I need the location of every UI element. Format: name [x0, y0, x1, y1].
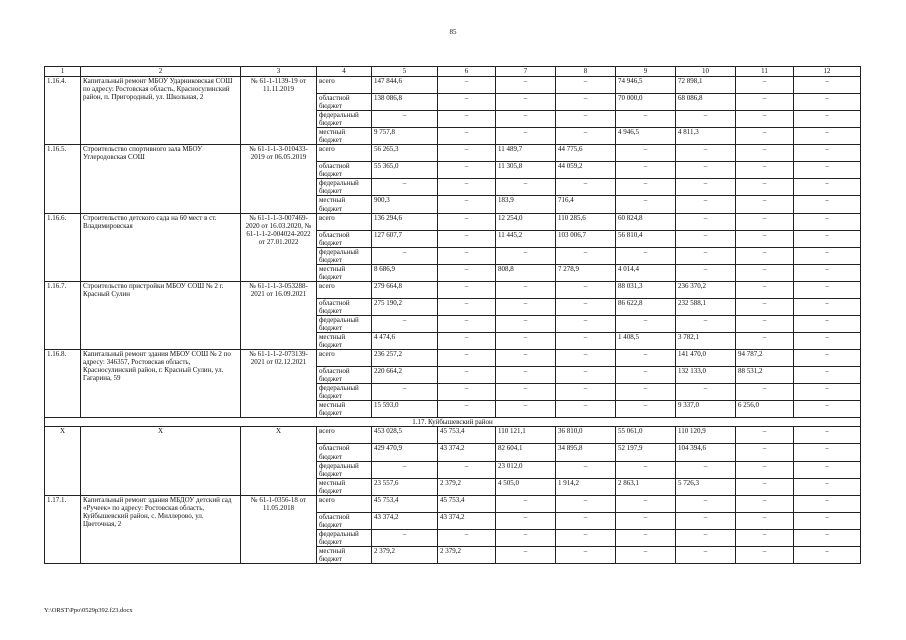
- amount-cell: 43 374,2: [438, 444, 496, 461]
- amount-cell: –: [496, 529, 556, 546]
- funding-source: местный бюджет: [317, 401, 372, 418]
- amount-cell: –: [556, 495, 616, 512]
- amount-cell: 1 914,2: [556, 478, 616, 495]
- object-name: Капитальный ремонт здания МБДОУ детский сад «Ручеек» по адресу: Ростовская область, Куйбышевский район, с. Миллерово, ул. Цветочная, 2: [81, 495, 241, 563]
- amount-cell: –: [372, 247, 438, 264]
- amount-cell: 9 337,0: [676, 401, 736, 418]
- funding-source: всего: [317, 281, 372, 298]
- amount-cell: –: [676, 247, 736, 264]
- amount-cell: –: [736, 230, 794, 247]
- amount-cell: –: [736, 77, 794, 94]
- amount-cell: 4 505,0: [496, 478, 556, 495]
- amount-cell: –: [438, 264, 496, 281]
- amount-cell: 88 531,2: [736, 367, 794, 384]
- file-path-footer: Y:\ORST\Ppo\0529p392.f23.docx: [44, 607, 133, 614]
- amount-cell: 127 607,7: [372, 230, 438, 247]
- column-number: 11: [736, 67, 794, 77]
- column-number: 6: [438, 67, 496, 77]
- amount-cell: 104 394,6: [676, 444, 736, 461]
- amount-cell: –: [794, 478, 861, 495]
- funding-source: всего: [317, 213, 372, 230]
- amount-cell: 43 374,2: [372, 512, 438, 529]
- amount-cell: –: [794, 333, 861, 350]
- amount-cell: –: [736, 111, 794, 128]
- funding-source: всего: [317, 427, 372, 444]
- funding-source: федеральный бюджет: [317, 384, 372, 401]
- expertise-number: № 61-1-1-3-010433-2019 от 06.05.2019: [241, 145, 317, 213]
- funding-source: областной бюджет: [317, 298, 372, 315]
- amount-cell: –: [794, 281, 861, 298]
- item-number: 1.17.1.: [45, 495, 81, 563]
- amount-cell: –: [556, 94, 616, 111]
- amount-cell: –: [794, 427, 861, 444]
- amount-cell: –: [736, 128, 794, 145]
- expertise-number: № 61-1-1-2-073139-2021 от 02.12.2021: [241, 350, 317, 418]
- amount-cell: –: [616, 529, 676, 546]
- funding-source: федеральный бюджет: [317, 179, 372, 196]
- amount-cell: 94 787,2: [736, 350, 794, 367]
- amount-cell: –: [676, 546, 736, 563]
- amount-cell: –: [676, 495, 736, 512]
- funding-source: всего: [317, 495, 372, 512]
- amount-cell: 900,3: [372, 196, 438, 213]
- amount-cell: 2 863,1: [616, 478, 676, 495]
- amount-cell: 11 445,2: [496, 230, 556, 247]
- item-number: 1.16.4.: [45, 77, 81, 145]
- funding-source: областной бюджет: [317, 162, 372, 179]
- expertise-number: № 61-1-1139-19 от 11.11.2019: [241, 77, 317, 145]
- amount-cell: 12 254,0: [496, 213, 556, 230]
- amount-cell: 70 000,0: [616, 94, 676, 111]
- amount-cell: 236 370,2: [676, 281, 736, 298]
- amount-cell: –: [438, 128, 496, 145]
- amount-cell: 220 664,2: [372, 367, 438, 384]
- amount-cell: 138 086,8: [372, 94, 438, 111]
- expertise-number: № 61-1-1-3-007469-2020 от 16.03.2020, № 61-1-1-2-004024-2022 от 27.01.2022: [241, 213, 317, 281]
- column-number: 10: [676, 67, 736, 77]
- amount-cell: 72 898,1: [676, 77, 736, 94]
- amount-cell: –: [616, 367, 676, 384]
- amount-cell: –: [794, 444, 861, 461]
- amount-cell: –: [794, 179, 861, 196]
- column-number: 3: [241, 67, 317, 77]
- column-number: 12: [794, 67, 861, 77]
- amount-cell: –: [372, 529, 438, 546]
- table-row: [45, 427, 861, 444]
- amount-cell: –: [496, 179, 556, 196]
- amount-cell: –: [616, 111, 676, 128]
- amount-cell: –: [496, 315, 556, 332]
- amount-cell: –: [794, 247, 861, 264]
- amount-cell: –: [794, 461, 861, 478]
- amount-cell: –: [794, 401, 861, 418]
- amount-cell: –: [496, 401, 556, 418]
- item-number: 1.16.7.: [45, 281, 81, 349]
- amount-cell: –: [676, 179, 736, 196]
- amount-cell: –: [794, 213, 861, 230]
- amount-cell: –: [556, 315, 616, 332]
- amount-cell: 52 197,9: [616, 444, 676, 461]
- amount-cell: –: [794, 315, 861, 332]
- amount-cell: –: [676, 315, 736, 332]
- amount-cell: –: [736, 179, 794, 196]
- amount-cell: –: [616, 179, 676, 196]
- amount-cell: 23 557,6: [372, 478, 438, 495]
- amount-cell: 34 895,8: [556, 444, 616, 461]
- budget-table: [44, 66, 861, 564]
- amount-cell: –: [438, 281, 496, 298]
- amount-cell: 1 408,5: [616, 333, 676, 350]
- amount-cell: –: [438, 196, 496, 213]
- amount-cell: –: [556, 128, 616, 145]
- amount-cell: 15 593,0: [372, 401, 438, 418]
- item-number: Х: [45, 427, 81, 495]
- amount-cell: –: [616, 350, 676, 367]
- amount-cell: –: [736, 162, 794, 179]
- amount-cell: –: [616, 512, 676, 529]
- amount-cell: 183,9: [496, 196, 556, 213]
- amount-cell: –: [438, 77, 496, 94]
- amount-cell: –: [676, 145, 736, 162]
- amount-cell: –: [794, 367, 861, 384]
- table-row: [45, 281, 861, 298]
- column-number: 5: [372, 67, 438, 77]
- object-name: Х: [81, 427, 241, 495]
- page-number: 85: [449, 28, 457, 36]
- amount-cell: –: [438, 367, 496, 384]
- amount-cell: 716,4: [556, 196, 616, 213]
- amount-cell: 110 120,9: [676, 427, 736, 444]
- amount-cell: –: [794, 512, 861, 529]
- expertise-number: Х: [241, 427, 317, 495]
- funding-source: федеральный бюджет: [317, 247, 372, 264]
- amount-cell: –: [556, 179, 616, 196]
- amount-cell: –: [616, 546, 676, 563]
- amount-cell: –: [438, 230, 496, 247]
- amount-cell: 8 686,9: [372, 264, 438, 281]
- amount-cell: –: [438, 401, 496, 418]
- amount-cell: –: [736, 444, 794, 461]
- funding-source: федеральный бюджет: [317, 315, 372, 332]
- amount-cell: 5 726,3: [676, 478, 736, 495]
- amount-cell: 11 305,8: [496, 162, 556, 179]
- amount-cell: –: [676, 529, 736, 546]
- amount-cell: 86 622,8: [616, 298, 676, 315]
- amount-cell: –: [556, 546, 616, 563]
- amount-cell: –: [496, 247, 556, 264]
- amount-cell: 232 588,1: [676, 298, 736, 315]
- amount-cell: –: [736, 281, 794, 298]
- amount-cell: –: [676, 230, 736, 247]
- amount-cell: 7 278,9: [556, 264, 616, 281]
- amount-cell: –: [616, 461, 676, 478]
- amount-cell: 60 824,8: [616, 213, 676, 230]
- amount-cell: –: [372, 461, 438, 478]
- amount-cell: 2 379,2: [372, 546, 438, 563]
- amount-cell: –: [736, 529, 794, 546]
- amount-cell: 55 365,0: [372, 162, 438, 179]
- amount-cell: –: [676, 196, 736, 213]
- amount-cell: 6 256,0: [736, 401, 794, 418]
- amount-cell: 45 753,4: [438, 495, 496, 512]
- amount-cell: –: [372, 315, 438, 332]
- amount-cell: –: [794, 196, 861, 213]
- amount-cell: –: [438, 179, 496, 196]
- amount-cell: –: [676, 461, 736, 478]
- amount-cell: 11 489,7: [496, 145, 556, 162]
- item-number: 1.16.8.: [45, 350, 81, 418]
- amount-cell: –: [794, 162, 861, 179]
- amount-cell: –: [736, 196, 794, 213]
- amount-cell: –: [556, 512, 616, 529]
- column-number: 8: [556, 67, 616, 77]
- expertise-number: № 61-1-1-3-053288-2021 от 16.09.2021: [241, 281, 317, 349]
- amount-cell: –: [616, 384, 676, 401]
- table-row: [45, 350, 861, 367]
- item-number: 1.16.5.: [45, 145, 81, 213]
- funding-source: всего: [317, 77, 372, 94]
- amount-cell: –: [438, 529, 496, 546]
- amount-cell: 9 757,8: [372, 128, 438, 145]
- amount-cell: –: [794, 94, 861, 111]
- amount-cell: –: [736, 247, 794, 264]
- amount-cell: –: [736, 546, 794, 563]
- amount-cell: 55 061,0: [616, 427, 676, 444]
- funding-source: федеральный бюджет: [317, 111, 372, 128]
- amount-cell: –: [438, 333, 496, 350]
- amount-cell: 44 059,2: [556, 162, 616, 179]
- table-row: [45, 495, 861, 512]
- amount-cell: –: [736, 427, 794, 444]
- object-name: Капитальный ремонт МБОУ Ударниковская СОШ по адресу: Ростовская область, Красносулинский район, п. Пригородный, ул. Школьная, 2: [81, 77, 241, 145]
- funding-source: федеральный бюджет: [317, 529, 372, 546]
- column-number: 4: [317, 67, 372, 77]
- amount-cell: –: [616, 495, 676, 512]
- funding-source: местный бюджет: [317, 128, 372, 145]
- amount-cell: –: [496, 94, 556, 111]
- amount-cell: –: [794, 529, 861, 546]
- amount-cell: –: [438, 213, 496, 230]
- object-name: Строительство детского сада на 60 мест в ст. Владимировская: [81, 213, 241, 281]
- amount-cell: 141 470,0: [676, 350, 736, 367]
- amount-cell: 56 265,3: [372, 145, 438, 162]
- amount-cell: –: [736, 461, 794, 478]
- amount-cell: –: [794, 384, 861, 401]
- amount-cell: –: [616, 145, 676, 162]
- amount-cell: –: [794, 350, 861, 367]
- amount-cell: –: [736, 495, 794, 512]
- amount-cell: –: [616, 315, 676, 332]
- amount-cell: 68 086,8: [676, 94, 736, 111]
- amount-cell: –: [616, 196, 676, 213]
- amount-cell: 132 133,0: [676, 367, 736, 384]
- amount-cell: –: [556, 298, 616, 315]
- funding-source: областной бюджет: [317, 512, 372, 529]
- amount-cell: –: [794, 546, 861, 563]
- amount-cell: –: [496, 512, 556, 529]
- amount-cell: 103 006,7: [556, 230, 616, 247]
- amount-cell: –: [438, 384, 496, 401]
- funding-source: местный бюджет: [317, 546, 372, 563]
- amount-cell: 4 946,5: [616, 128, 676, 145]
- amount-cell: –: [496, 298, 556, 315]
- column-number: 7: [496, 67, 556, 77]
- amount-cell: 808,8: [496, 264, 556, 281]
- amount-cell: –: [736, 315, 794, 332]
- funding-source: местный бюджет: [317, 196, 372, 213]
- funding-source: всего: [317, 350, 372, 367]
- amount-cell: –: [438, 350, 496, 367]
- amount-cell: –: [496, 128, 556, 145]
- amount-cell: 453 028,5: [372, 427, 438, 444]
- funding-source: местный бюджет: [317, 333, 372, 350]
- item-number: 1.16.6.: [45, 213, 81, 281]
- amount-cell: –: [736, 145, 794, 162]
- amount-cell: –: [794, 495, 861, 512]
- amount-cell: 110 121,1: [496, 427, 556, 444]
- amount-cell: –: [372, 111, 438, 128]
- amount-cell: –: [736, 213, 794, 230]
- amount-cell: –: [556, 529, 616, 546]
- funding-source: областной бюджет: [317, 94, 372, 111]
- table-row: [45, 213, 861, 230]
- amount-cell: 43 374,2: [438, 512, 496, 529]
- amount-cell: 44 775,6: [556, 145, 616, 162]
- amount-cell: –: [372, 179, 438, 196]
- amount-cell: –: [496, 350, 556, 367]
- object-name: Строительство пристройки МБОУ СОШ № 2 г. Красный Сулин: [81, 281, 241, 349]
- amount-cell: –: [556, 333, 616, 350]
- expertise-number: № 61-1-0356-18 от 11.05.2018: [241, 495, 317, 563]
- amount-cell: –: [676, 162, 736, 179]
- amount-cell: –: [496, 546, 556, 563]
- funding-source: местный бюджет: [317, 478, 372, 495]
- amount-cell: –: [616, 401, 676, 418]
- amount-cell: –: [496, 281, 556, 298]
- amount-cell: –: [438, 461, 496, 478]
- amount-cell: –: [676, 111, 736, 128]
- amount-cell: 45 753,4: [372, 495, 438, 512]
- amount-cell: 4 474,6: [372, 333, 438, 350]
- object-name: Капитальный ремонт здания МБОУ СОШ № 2 по адресу: 346357, Ростовская область, Красносулинский район, г. Красный Сулин, ул. Гагарина, 59: [81, 350, 241, 418]
- amount-cell: –: [794, 145, 861, 162]
- table-row: [45, 77, 861, 94]
- amount-cell: –: [794, 77, 861, 94]
- amount-cell: 45 753,4: [438, 427, 496, 444]
- object-name: Строительство спортивного зала МБОУ Углеродовская СОШ: [81, 145, 241, 213]
- amount-cell: –: [496, 367, 556, 384]
- funding-source: местный бюджет: [317, 264, 372, 281]
- amount-cell: –: [616, 247, 676, 264]
- amount-cell: –: [556, 401, 616, 418]
- amount-cell: 2 379,2: [438, 478, 496, 495]
- amount-cell: 3 782,1: [676, 333, 736, 350]
- amount-cell: –: [736, 384, 794, 401]
- amount-cell: –: [496, 495, 556, 512]
- amount-cell: –: [736, 333, 794, 350]
- amount-cell: –: [556, 247, 616, 264]
- funding-source: федеральный бюджет: [317, 461, 372, 478]
- table-row: [45, 145, 861, 162]
- funding-source: всего: [317, 145, 372, 162]
- amount-cell: –: [438, 315, 496, 332]
- amount-cell: 279 664,8: [372, 281, 438, 298]
- column-number: 1: [45, 67, 81, 77]
- amount-cell: –: [736, 512, 794, 529]
- amount-cell: –: [556, 350, 616, 367]
- amount-cell: –: [496, 333, 556, 350]
- amount-cell: –: [736, 264, 794, 281]
- amount-cell: 275 190,2: [372, 298, 438, 315]
- amount-cell: –: [736, 478, 794, 495]
- amount-cell: 82 604,1: [496, 444, 556, 461]
- funding-source: областной бюджет: [317, 367, 372, 384]
- amount-cell: 4 014,4: [616, 264, 676, 281]
- amount-cell: –: [438, 298, 496, 315]
- amount-cell: –: [496, 111, 556, 128]
- amount-cell: 74 946,5: [616, 77, 676, 94]
- column-number-row: [45, 67, 861, 77]
- amount-cell: –: [438, 111, 496, 128]
- amount-cell: –: [556, 461, 616, 478]
- amount-cell: –: [496, 77, 556, 94]
- amount-cell: –: [616, 162, 676, 179]
- amount-cell: –: [676, 264, 736, 281]
- amount-cell: 147 844,6: [372, 77, 438, 94]
- column-number: 2: [81, 67, 241, 77]
- amount-cell: –: [556, 111, 616, 128]
- amount-cell: 110 285,6: [556, 213, 616, 230]
- column-number: 9: [616, 67, 676, 77]
- amount-cell: 429 470,9: [372, 444, 438, 461]
- amount-cell: 136 294,6: [372, 213, 438, 230]
- funding-source: областной бюджет: [317, 230, 372, 247]
- amount-cell: –: [556, 77, 616, 94]
- amount-cell: 2 379,2: [438, 546, 496, 563]
- amount-cell: –: [736, 298, 794, 315]
- amount-cell: –: [676, 384, 736, 401]
- amount-cell: –: [794, 111, 861, 128]
- amount-cell: 23 012,0: [496, 461, 556, 478]
- amount-cell: –: [556, 367, 616, 384]
- amount-cell: 88 031,3: [616, 281, 676, 298]
- amount-cell: –: [438, 94, 496, 111]
- amount-cell: 36 810,0: [556, 427, 616, 444]
- amount-cell: –: [438, 162, 496, 179]
- funding-source: областной бюджет: [317, 444, 372, 461]
- amount-cell: –: [496, 384, 556, 401]
- amount-cell: –: [794, 264, 861, 281]
- amount-cell: –: [794, 298, 861, 315]
- section-row: [45, 418, 861, 427]
- amount-cell: –: [372, 384, 438, 401]
- amount-cell: –: [794, 128, 861, 145]
- amount-cell: –: [556, 281, 616, 298]
- amount-cell: –: [676, 213, 736, 230]
- amount-cell: 4 811,3: [676, 128, 736, 145]
- amount-cell: –: [736, 94, 794, 111]
- section-title: 1.17. Куйбышевский район: [45, 418, 861, 427]
- amount-cell: –: [794, 230, 861, 247]
- amount-cell: –: [438, 247, 496, 264]
- amount-cell: –: [676, 512, 736, 529]
- amount-cell: –: [556, 384, 616, 401]
- amount-cell: 236 257,2: [372, 350, 438, 367]
- amount-cell: –: [438, 145, 496, 162]
- amount-cell: 56 810,4: [616, 230, 676, 247]
